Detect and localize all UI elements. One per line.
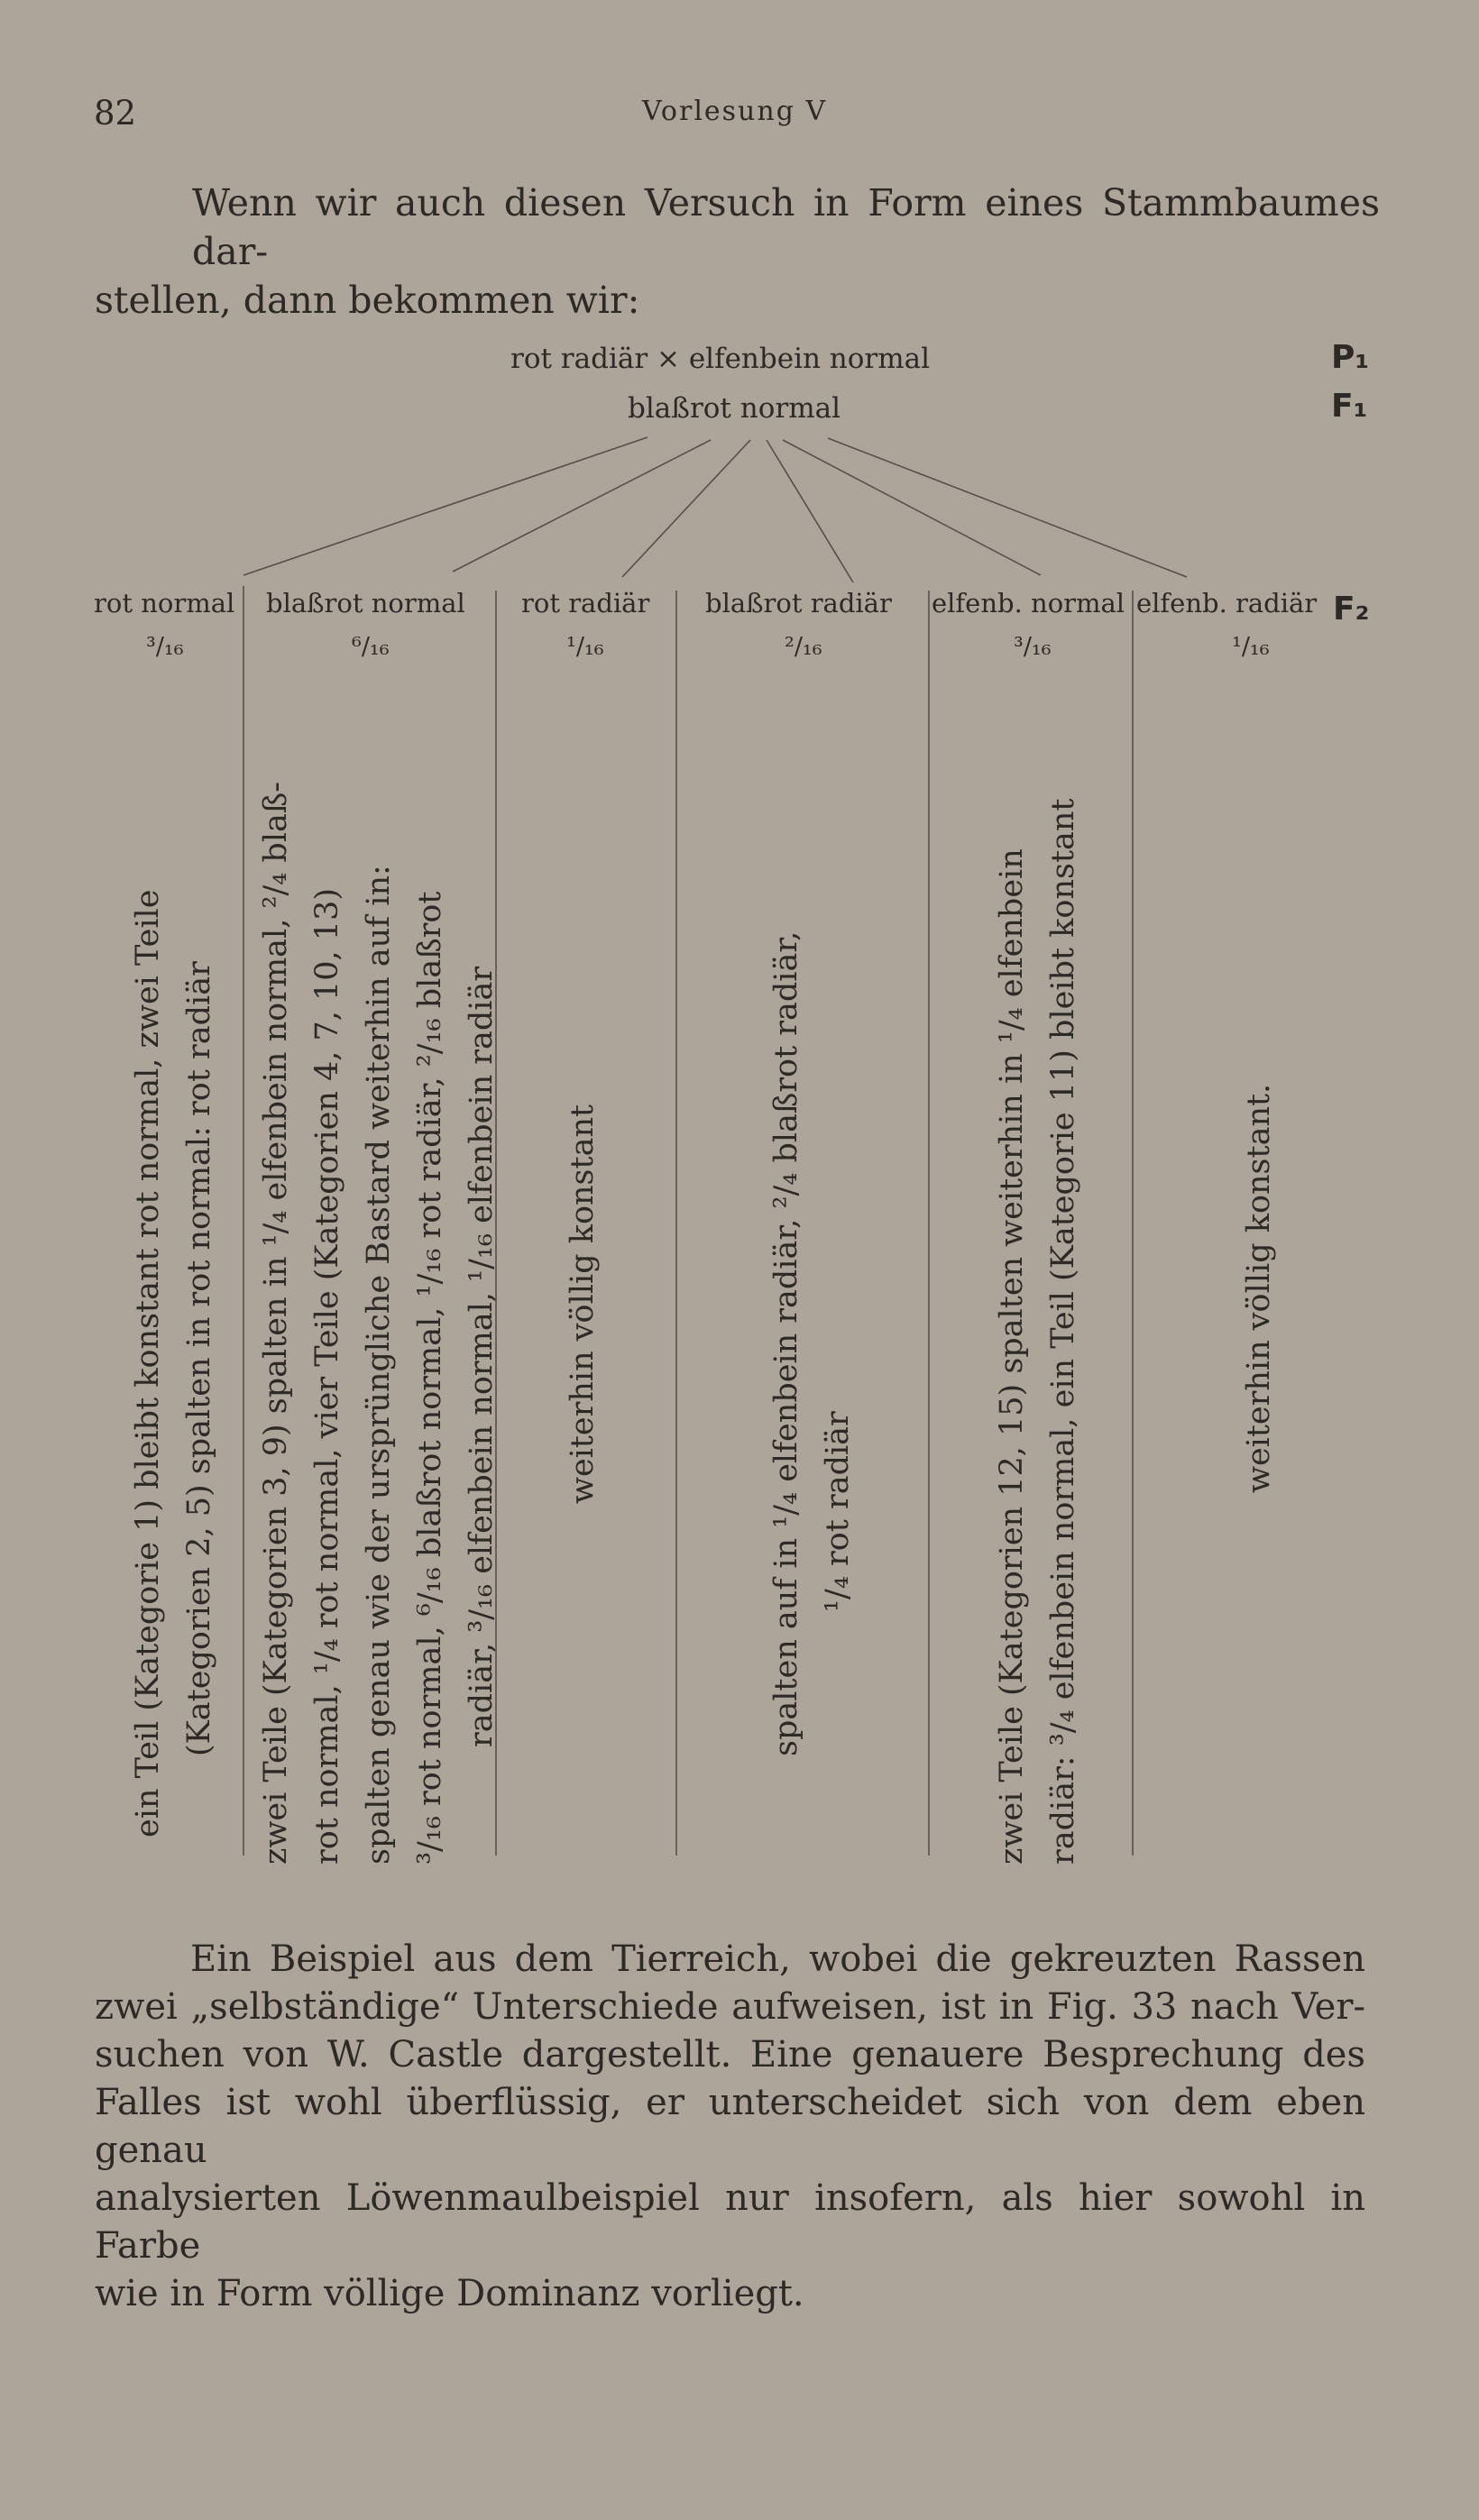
f2-fraction: ²/₁₆ [785,633,822,661]
description-line: ein Teil (Kategorie 1) bleibt konstant rot normal, zwei Teile [130,889,166,1837]
f2-fraction: ⁶/₁₆ [352,633,390,661]
f2-heading-elfenb-radiaer: elfenb. radiär [1136,588,1318,619]
generation-f2-label: F₂ [1333,591,1370,628]
description-line: spalten auf in ¹/₄ elfenbein radiär, ²/₄ blaßrot radiär, [768,930,804,1756]
branch-line [243,437,648,575]
generation-f1-label: F₁ [1331,388,1368,425]
f2-fraction: ¹/₁₆ [1232,633,1270,661]
description-line: ¹/₄ rot radiär [820,1411,856,1612]
paragraph-line: Ein Beispiel aus dem Tierreich, wobei die gekreuzten Rassen [190,1938,1365,1980]
f2-heading-elfenb-normal: elfenb. normal [932,588,1125,619]
paragraph-line: zwei „selbständige“ Unterschiede aufweisen, ist in Fig. 33 nach Ver- [95,1986,1365,2028]
paragraph-line: wie in Form völlige Dominanz vorliegt. [95,2273,804,2314]
description-line: rot normal, ¹/₄ rot normal, vier Teile (Kategorien 4, 7, 10, 13) [309,887,345,1865]
column-description-rot-normal [123,890,225,1837]
description-line: radiär: ³/₄ elfenbein normal, ein Teil (Kategorie 11) bleibt konstant [1045,798,1081,1865]
description-line: spalten genau wie der ursprüngliche Bastard weiterhin auf in: [361,865,397,1865]
branch-line [453,440,711,572]
running-title: Vorlesung V [642,96,828,127]
branch-line [767,440,853,582]
description-line: weiterhin völlig konstant [565,1104,601,1504]
f2-heading-rot-radiaer: rot radiär [521,588,650,619]
paragraph-line: analysierten Löwenmaulbeispiel nur insofern, als hier sowohl in Farbe [95,2177,1365,2267]
column-description-elfenb-radiaer [1234,1084,1285,1493]
f2-fraction: ¹/₁₆ [566,633,604,661]
page-number: 82 [94,94,137,133]
column-description-blassrot-normal [251,782,508,1865]
paragraph-line: suchen von W. Castle dargestellt. Eine genauere Besprechung des [95,2034,1365,2076]
body-paragraph [95,1936,1365,2318]
f2-fraction: ³/₁₆ [146,633,184,661]
intro-line: stellen, dann bekommen wir: [95,279,640,322]
description-line: ³/₁₆ rot normal, ⁶/₁₆ blaßrot normal, ¹/₁₆ rot radiär, ²/₁₆ blaßrot [412,891,448,1865]
f2-heading-rot-normal: rot normal [94,588,235,619]
description-line: radiär, ³/₁₆ elfenbein normal, ¹/₁₆ elfenbein radiär [464,966,500,1747]
branch-line [828,438,1187,577]
f2-heading-blassrot-normal: blaßrot normal [266,588,465,619]
description-line: weiterhin völlig konstant. [1241,1083,1277,1493]
generation-p1-label: P₁ [1331,339,1370,376]
description-line: zwei Teile (Kategorien 3, 9) spalten in ¹/₄ elfenbein normal, ²/₄ blaß- [258,781,294,1865]
branch-line [622,440,750,577]
branch-line [783,440,1041,575]
f2-heading-blassrot-radiaer: blaßrot radiär [705,588,892,619]
paragraph-line: Falles ist wohl überflüssig, er unterscheidet sich von dem eben genau [95,2082,1365,2171]
intro-text [95,179,1380,325]
f2-fraction: ³/₁₆ [1014,633,1052,661]
description-line: zwei Teile (Kategorien 12, 15) spalten weiterhin in ¹/₄ elfenbein [994,848,1030,1865]
column-description-elfenb-normal [987,799,1089,1865]
intro-line: Wenn wir auch diesen Versuch in Form eines Stammbaumes dar- [192,181,1380,273]
column-description-blassrot-radiaer [761,931,864,1756]
column-description-rot-radiaer [557,1104,609,1504]
parent-cross: rot radiär × elfenbein normal [510,343,931,375]
f1-hybrid: blaßrot normal [628,392,841,425]
description-line: (Kategorien 2, 5) spalten in rot normal: rot radiär [181,961,217,1756]
